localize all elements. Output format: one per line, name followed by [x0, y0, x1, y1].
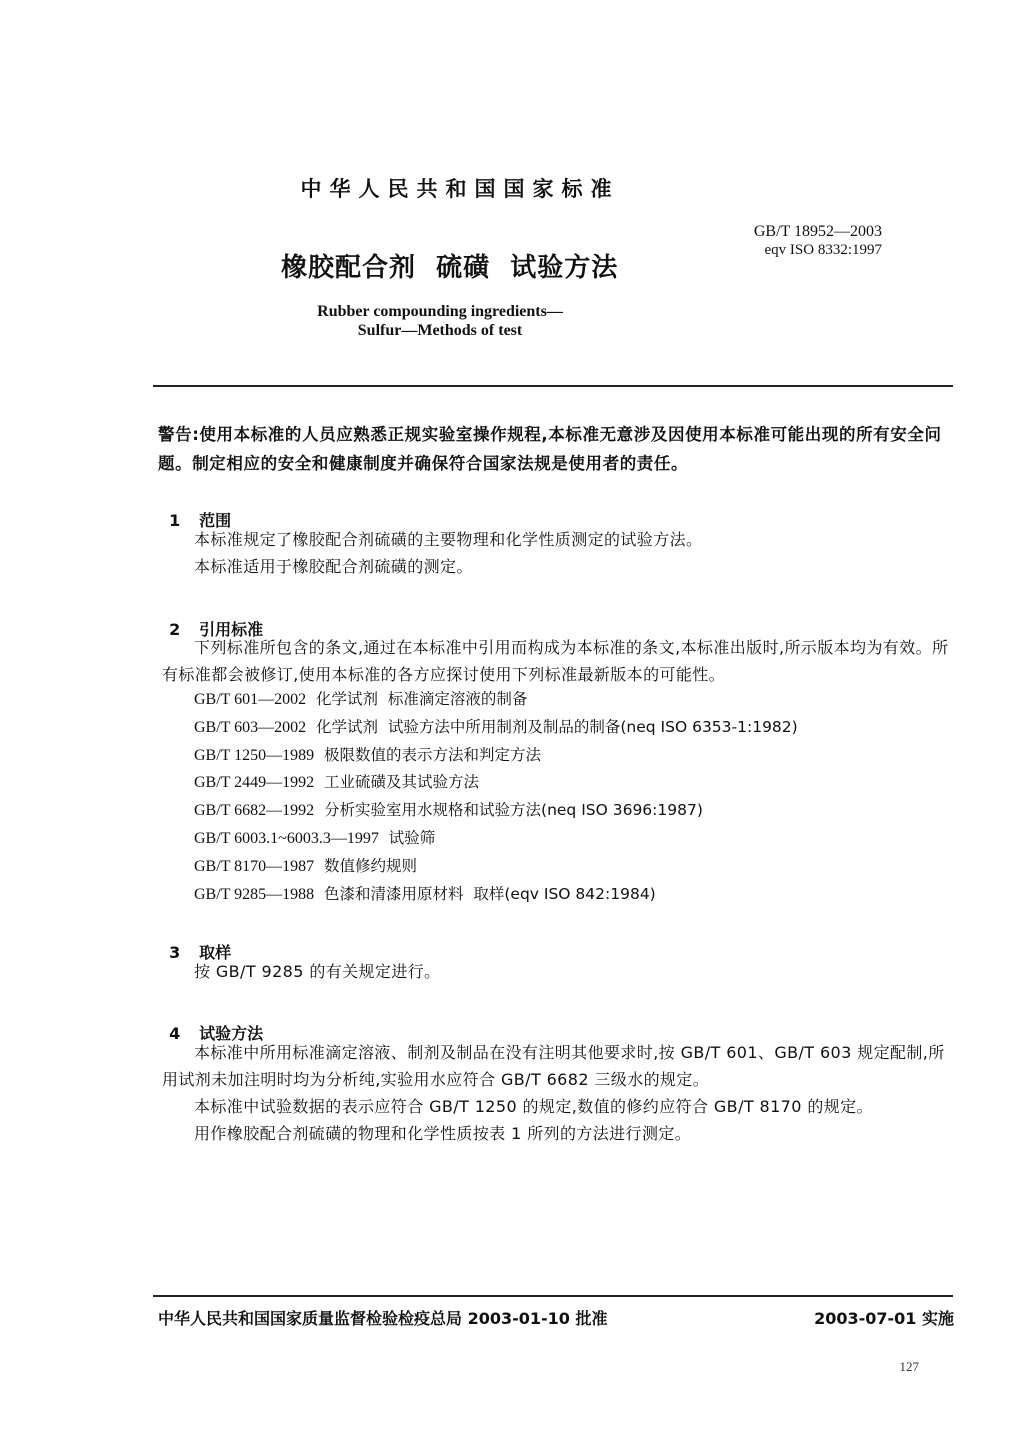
- approval-line: 中华人民共和国国家质量监督检验检疫总局 2003-01-10 批准: [158, 1309, 608, 1328]
- section-number: 3: [169, 943, 181, 962]
- paragraph: 下列标准所包含的条文,通过在本标准中引用而构成为本标准的条文,本标准出版时,所示版本均为有效。所有标准都会被修订,使用本标准的各方应探讨使用下列标准最新版本的可能性。: [162, 638, 949, 684]
- section-3-body: [162, 958, 952, 985]
- paragraph: 本标准中所用标准滴定溶液、制剂及制品在没有注明其他要求时,按 GB/T 601、GB/T 603 规定配制,所用试剂未加注明时均为分析纯,实验用水应符合 GB/T 6682 三级水的规定。: [162, 1043, 945, 1089]
- section-4-body: [162, 1039, 956, 1147]
- reference-title: 色漆和清漆用原材料 取样(eqv ISO 842:1984): [324, 884, 656, 903]
- paragraph: 本标准适用于橡胶配合剂硫磺的测定。: [194, 557, 473, 576]
- reference-code: GB/T 1250—1989: [194, 746, 315, 764]
- reference-code: GB/T 6003.1~6003.3—1997: [194, 829, 379, 847]
- reference-title: 数值修约规则: [324, 856, 418, 875]
- reference-item: [194, 742, 798, 770]
- normative-references-list: [194, 686, 798, 908]
- iso-equivalence: eqv ISO 8332:1997: [764, 242, 882, 258]
- implementation-date: 2003-07-01 实施: [814, 1309, 954, 1328]
- reference-code: GB/T 601—2002: [194, 691, 307, 708]
- section-2-body: [162, 634, 954, 688]
- page-number: 127: [899, 1359, 919, 1374]
- english-title-line-1: Rubber compounding ingredients—: [317, 303, 563, 320]
- english-title-line-2: Sulfur—Methods of test: [357, 322, 523, 339]
- reference-title: 分析实验室用水规格和试验方法(neq ISO 3696:1987): [324, 801, 703, 820]
- safety-warning: 警告:使用本标准的人员应熟悉正规实验室操作规程,本标准无意涉及因使用本标准可能出现的所有安全问题。制定相应的安全和健康制度并确保符合国家法规是使用者的责任。: [158, 425, 942, 473]
- reference-code: GB/T 6682—1992: [194, 802, 315, 820]
- footer-divider: [153, 1295, 953, 1297]
- section-number: 2: [169, 620, 181, 639]
- reference-code: GB/T 9285—1988: [194, 885, 315, 903]
- section-1-body: [162, 526, 952, 580]
- standard-code-block: [712, 222, 882, 260]
- section-title: 取样: [199, 943, 232, 962]
- reference-item: [194, 769, 798, 797]
- section-title: 引用标准: [199, 620, 264, 639]
- reference-title: 极限数值的表示方法和判定方法: [324, 745, 542, 764]
- paragraph: 本标准规定了橡胶配合剂硫磺的主要物理和化学性质测定的试验方法。: [194, 530, 703, 549]
- header-divider: [153, 385, 953, 387]
- section-1-heading: [158, 489, 231, 531]
- reference-title: 化学试剂 标准滴定溶液的制备: [316, 690, 528, 708]
- section-number: 1: [169, 511, 181, 530]
- paragraph: 按 GB/T 9285 的有关规定进行。: [194, 962, 441, 981]
- national-standard-title: 中华人民共和国国家标准: [300, 177, 620, 201]
- reference-code: GB/T 8170—1987: [194, 857, 315, 875]
- section-title: 试验方法: [199, 1024, 264, 1043]
- reference-item: [194, 686, 798, 714]
- paragraph: 用作橡胶配合剂硫磺的物理和化学性质按表 1 所列的方法进行测定。: [194, 1124, 692, 1143]
- reference-item: [194, 853, 798, 881]
- reference-item: [194, 797, 798, 825]
- reference-item: [194, 881, 798, 909]
- english-title: [0, 302, 880, 340]
- section-4-heading: [158, 1002, 263, 1044]
- reference-item: [194, 825, 798, 853]
- reference-title: 工业硫磺及其试验方法: [324, 773, 480, 792]
- reference-item: [194, 714, 798, 742]
- section-title: 范围: [199, 511, 232, 530]
- reference-code: GB/T 2449—1992: [194, 774, 315, 792]
- section-number: 4: [169, 1024, 181, 1043]
- reference-title: 试验筛: [388, 828, 436, 847]
- chinese-title: 橡胶配合剂 硫磺 试验方法: [281, 253, 619, 283]
- paragraph: 本标准中试验数据的表示应符合 GB/T 1250 的规定,数值的修约应符合 GB/T 8170 的规定。: [194, 1097, 873, 1116]
- reference-title: 化学试剂 试验方法中所用制剂及制品的制备(neq ISO 6353-1:1982): [316, 717, 798, 736]
- section-3-heading: [158, 921, 231, 963]
- standard-number: GB/T 18952—2003: [753, 223, 882, 240]
- reference-code: GB/T 603—2002: [194, 718, 307, 736]
